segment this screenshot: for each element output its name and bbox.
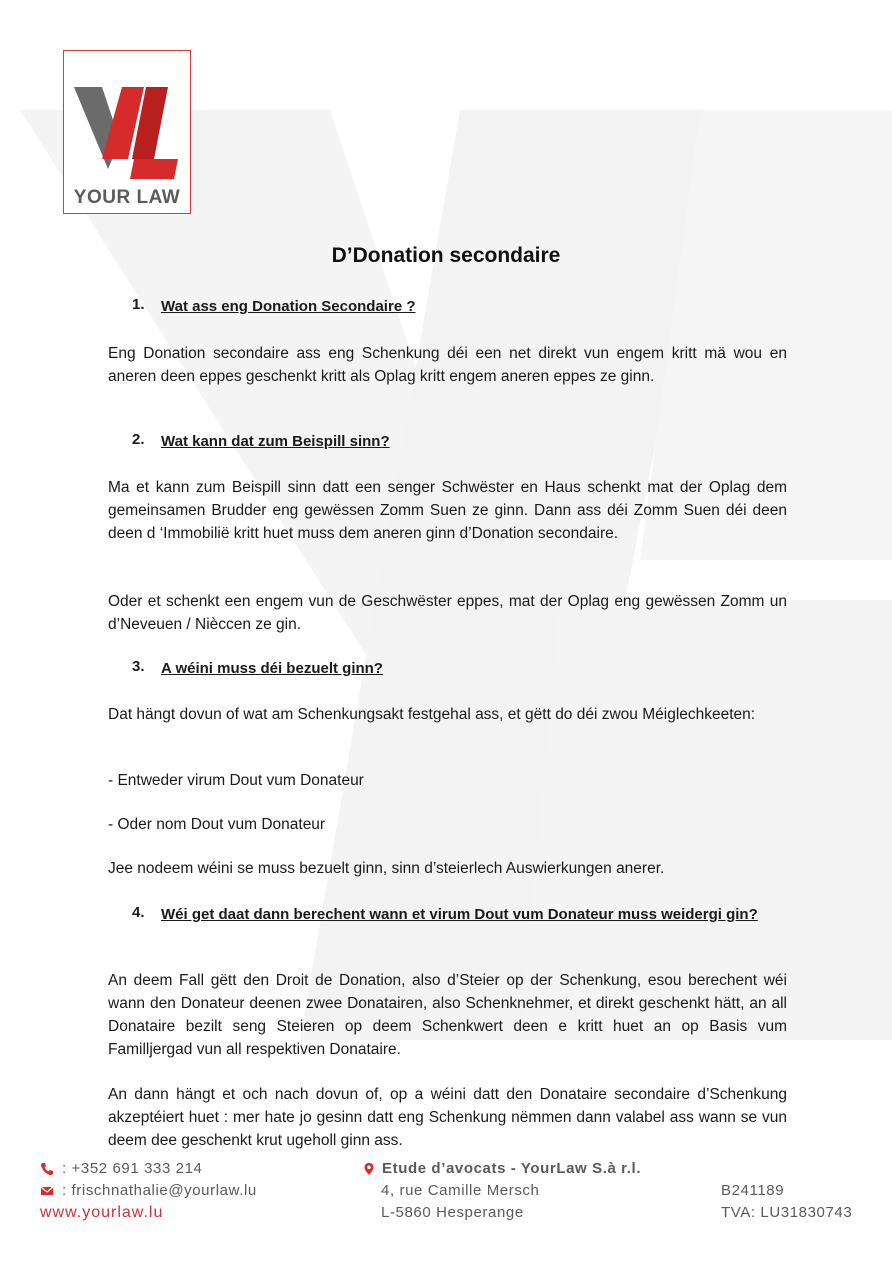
list-item: - Oder nom Dout vum Donateur: [108, 816, 326, 833]
paragraph: An dann hängt et och nach dovun of, op a wéini datt den Donataire secondaire d’Schenkung akzeptéiert huet : mer hate jo gesinn datt eng Schenkung nëmmen dann valabel ass wann se vun deem dee geschenkt krut ugeholl ginn ass.: [108, 1086, 787, 1149]
page-title: D’Donation secondaire: [331, 244, 561, 267]
list-item: - Entweder virum Dout vum Donateur: [108, 772, 364, 789]
paragraph: Eng Donation secondaire ass eng Schenkung déi een net direkt vun engem kritt mä wou en aneren deen eppes geschenkt kritt als Oplag kritt engem aneren eppes ze ginn.: [108, 345, 787, 385]
logo: [63, 50, 191, 214]
logo-brand-text: YOUR LAW: [73, 187, 181, 208]
footer-email[interactable]: [40, 1182, 257, 1199]
paragraph: Ma et kann zum Beispill sinn datt een senger Schwëster en Haus schenkt mat der Oplag dem gemeinsamen Brudder eng gewëssen Zomm Suen ze ginn. Dann ass déi Zomm Suen déi deen deen d ‘Immobilië kritt huet muss dem aneren ginn d’Donation secondaire.: [108, 479, 787, 542]
section-heading-text: A wéini muss déi bezuelt ginn?: [161, 660, 383, 677]
paragraph: An deem Fall gëtt den Droit de Donation, also d’Steier op der Schenkung, esou berechent wéi wann den Donateur deenen zwee Donatairen, also Schenknehmer, et direkt geschenkt hätt, an all Donataire bezilt seng Steieren op deem Schenkwert deen e kritt huet an op Basis vum Familljergad vun all respektiven Donataire.: [108, 972, 787, 1058]
email-text: : frischnathalie@yourlaw.lu: [62, 1182, 257, 1199]
location-pin-icon: [362, 1162, 376, 1176]
footer-website-link[interactable]: www.yourlaw.lu: [40, 1204, 164, 1221]
footer-city: L-5860 Hesperange: [381, 1204, 524, 1221]
paragraph: Dat hängt dovun of wat am Schenkungsakt festgehal ass, et gëtt do déi zwou Méiglechkeeten:: [108, 706, 756, 723]
firm-name: Etude d’avocats - YourLaw S.à r.l.: [382, 1160, 642, 1177]
section-number: 2.: [132, 431, 145, 448]
section-heading-text: Wéi get daat dann berechent wann et virum Dout vum Donateur muss weidergi gin?: [161, 906, 758, 923]
footer-firm: [362, 1160, 641, 1177]
section-number: 4.: [132, 904, 145, 921]
footer-registration: B241189: [721, 1182, 785, 1199]
phone-icon: [40, 1162, 54, 1176]
footer: [0, 1158, 892, 1228]
paragraph: Oder et schenkt een engem vun de Geschwëster eppes, mat der Oplag eng gewëssen Zomm un d’Neveuen / Nièccen ze gin.: [108, 593, 787, 633]
phone-text: : +352 691 333 214: [62, 1160, 203, 1177]
footer-vat: TVA: LU31830743: [721, 1204, 853, 1221]
footer-street: 4, rue Camille Mersch: [381, 1182, 540, 1199]
envelope-icon: [40, 1184, 54, 1198]
footer-phone[interactable]: [40, 1160, 203, 1177]
section-number: 1.: [132, 296, 145, 313]
paragraph: Jee nodeem wéini se muss bezuelt ginn, sinn d’steierlech Auswierkungen anerer.: [108, 860, 665, 877]
section-heading-text: Wat ass eng Donation Secondaire ?: [161, 298, 416, 315]
section-number: 3.: [132, 658, 145, 675]
section-heading-text: Wat kann dat zum Beispill sinn?: [161, 433, 390, 450]
yl-logo-mark: [72, 79, 182, 184]
